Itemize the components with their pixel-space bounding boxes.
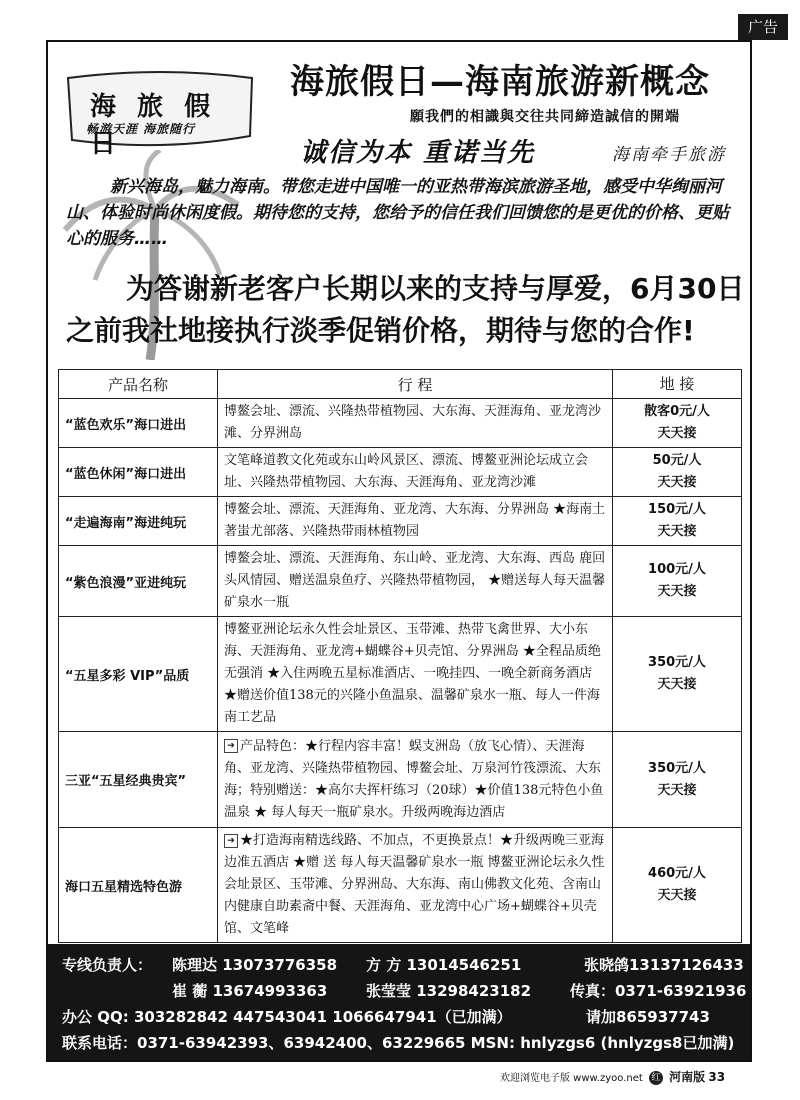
route-text: 产品特色：★行程内容丰富！蜈支洲岛（放飞心情）、天涯海角、亚龙湾、兴隆热带植物园、博鳌会址、万泉河竹筏漂流、大东海；特别赠送：★高尔夫挥杆练习（20球）★价值138元特色小鱼温泉 ★ 每人每天一瓶矿泉水。升级两晚海边酒店 [224,738,604,820]
product-route [218,399,613,448]
table-header-row [59,370,742,399]
pickup-note: 天天接 [657,584,697,599]
table-row [59,497,742,546]
route-text: 博鳌会址、漂流、天涯海角、东山岭、亚龙湾、大东海、西岛 鹿回头风情园、赠送温泉鱼疗、兴隆热带植物园， ★赠送每人每天温馨矿泉水一瓶 [224,551,606,610]
product-price-cell [613,828,742,943]
product-price-cell [613,399,742,448]
page-footer [500,1068,725,1085]
promo-banner: 为答谢新老客户长期以来的支持与厚爱，6月30日之前我社地接执行淡季促销价格，期待与您的合作! [66,272,745,347]
contact-person-1: 陈理达 13073776358 [172,956,338,974]
pickup-note: 天天接 [657,888,697,903]
contact-fax: 传真：0371-63921936 [570,982,747,1000]
route-table [58,369,742,943]
product-price: 50元/人 [652,453,702,468]
contact-panel [48,944,750,1060]
contact-person-3: 张晓鸽13137126433 [584,956,744,974]
contact-person-4: 崔 蘅 13674993363 [172,982,328,1000]
product-price: 350元/人 [648,655,706,670]
ad-tag: 广告 [738,14,788,40]
slogan-brand: 海南牵手旅游 [612,145,726,165]
contact-person-5: 张莹莹 13298423182 [366,982,532,1000]
logo-title: 海 旅 假 日 [90,92,217,159]
contact-person-2: 方 方 13014546251 [366,956,522,974]
header-product-name: 产品名称 [59,370,218,399]
table-row [59,448,742,497]
table-row [59,399,742,448]
footer-edition: 河南版 [669,1070,706,1084]
intro-paragraph: 新兴海岛，魅力海南。带您走进中国唯一的亚热带海滨旅游圣地，感受中华绚丽河山、体验时尚休闲度假。期待您的支持，您给予的信任我们回馈您的是更优的价格、更贴心的服务…… [66,177,729,249]
route-text: 博鳌会址、漂流、兴隆热带植物园、大东海、天涯海角、亚龙湾沙滩、分界洲岛 [224,404,602,441]
footer-badge-icon: 红 [649,1071,663,1085]
pickup-note: 天天接 [657,475,697,490]
pickup-note: 天天接 [657,524,697,539]
product-price: 460元/人 [648,866,706,881]
contact-label: 专线负责人： [62,956,153,974]
pickup-note: 天天接 [657,782,697,798]
arrow-icon: ➔ [224,834,238,848]
product-name: “走遍海南”海进纯玩 [59,497,218,546]
table-row [59,617,742,732]
slogan: 诚信为本 重诺当先 [300,138,536,168]
contact-qq: 办公 QQ: 303282842 447543041 1066647941（已加满） [62,1008,512,1026]
route-text: 博鳌会址、漂流、天涯海角、亚龙湾、大东海、分界洲岛 ★海南土著蚩尤部落、兴隆热带雨林植物园 [224,502,606,539]
contact-qq-add: 请加865937743 [586,1008,710,1026]
product-route [218,448,613,497]
product-name: “蓝色休闲”海口进出 [59,448,218,497]
table-row [59,546,742,617]
route-text: ★打造海南精选线路、不加点，不更换景点！★升级两晚三亚海边准五酒店 ★赠 送 每人每天温馨矿泉水一瓶 博鳌亚洲论坛永久性会址景区、玉带滩、分界洲岛、大东海、南山佛教文化苑、含南山内健康自助素斋中餐、天涯海角、亚龙湾中心广场+蝴蝶谷+贝壳馆、文笔峰 [224,833,605,936]
product-price: 150元/人 [648,502,706,517]
pickup-note: 天天接 [657,426,697,441]
table-row [59,828,742,943]
product-price-cell [613,732,742,828]
headline: 海旅假日—海南旅游新概念 [290,62,710,102]
logo-subtitle: 畅游天涯 海旅随行 [86,122,196,136]
product-name: “蓝色欢乐”海口进出 [59,399,218,448]
product-price: 散客0元/人 [644,404,710,419]
table-row [59,732,742,828]
route-text: 博鳌亚洲论坛永久性会址景区、玉带滩、热带飞禽世界、大小东海、天涯海角、亚龙湾+蝴蝶谷+贝壳馆、分界洲岛 ★全程品质绝无强消 ★入住两晚五星标准酒店、一晚挂四、一晚全新商务酒店 ★赠送价值138元的兴隆小鱼温泉、温馨矿泉水一瓶、每人一件海南工艺品 [224,622,601,725]
pickup-note: 天天接 [657,677,697,692]
footer-site-text[interactable]: 欢迎浏览电子版 www.zyoo.net [500,1073,643,1084]
product-route [218,732,613,828]
product-name: “五星多彩 VIP”品质 [59,617,218,732]
product-price-cell [613,448,742,497]
product-route [218,546,613,617]
arrow-icon: ➔ [224,739,238,753]
product-name: 海口五星精选特色游 [59,828,218,943]
product-price-cell [613,617,742,732]
product-route [218,617,613,732]
product-price: 100元/人 [648,562,706,577]
contact-phone: 联系电话：0371-63942393、63942400、63229665 MSN: hnlyzgs6 (hnlyzgs8已加满) [62,1034,735,1052]
route-text: 文笔峰道教文化苑或东山岭风景区、漂流、博鳌亚洲论坛成立会址、兴隆热带植物园、大东海、天涯海角、亚龙湾沙滩 [224,453,589,490]
product-price-cell [613,546,742,617]
header-price: 地 接 [613,370,742,399]
product-route [218,828,613,943]
product-price-cell [613,497,742,546]
header-route: 行 程 [218,370,613,399]
product-route [218,497,613,546]
footer-page-number: 33 [708,1070,726,1084]
product-name: 三亚“五星经典贵宾” [59,732,218,828]
product-price: 350元/人 [648,760,706,776]
subheadline: 願我們的相識與交往共同締造誠信的開端 [410,109,680,125]
product-name: “紫色浪漫”亚进纯玩 [59,546,218,617]
